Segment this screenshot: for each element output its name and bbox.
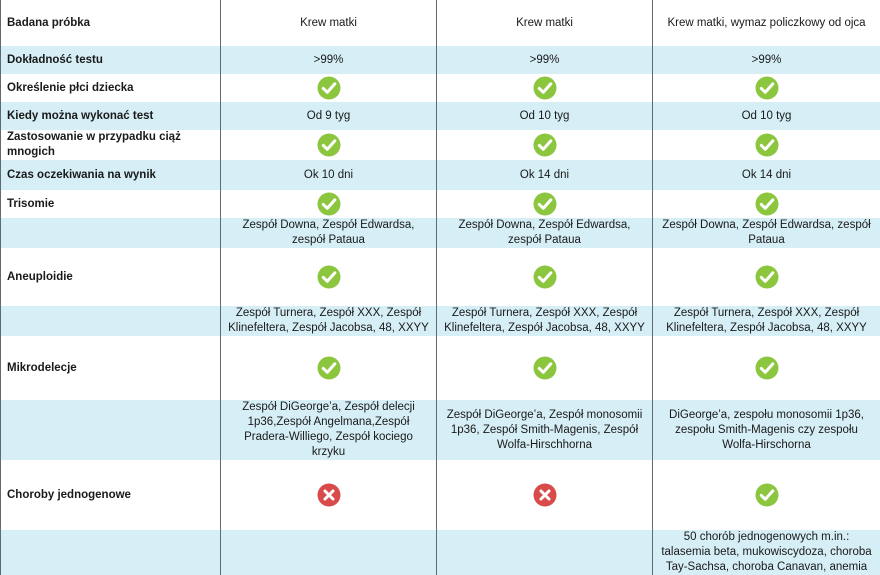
mark-cell bbox=[221, 336, 437, 400]
mark-cell bbox=[653, 190, 880, 218]
mark-cell bbox=[221, 460, 437, 530]
mark-cell bbox=[437, 460, 653, 530]
cell-text: Ok 10 dni bbox=[227, 168, 430, 183]
mark-cell bbox=[653, 336, 880, 400]
check-icon bbox=[533, 265, 557, 289]
cell-text: Zespół Turnera, Zespół XXX, Zespół Klinefeltera, Zespół Jacobsa, 48, XXYY bbox=[227, 306, 430, 336]
value-cell bbox=[653, 306, 880, 336]
cross-icon bbox=[317, 483, 341, 507]
value-cell bbox=[653, 218, 880, 248]
value-cell bbox=[221, 102, 437, 130]
mark-cell bbox=[653, 130, 880, 160]
cell-text: Zespół Turnera, Zespół XXX, Zespół Klinefeltera, Zespół Jacobsa, 48, XXYY bbox=[659, 306, 874, 336]
cell-text: >99% bbox=[659, 53, 874, 68]
value-cell bbox=[221, 160, 437, 190]
value-cell bbox=[653, 530, 880, 575]
table-row bbox=[1, 130, 880, 160]
table-row bbox=[1, 102, 880, 130]
value-cell bbox=[653, 102, 880, 130]
row-label: Zastosowanie w przypadku ciąż mnogich bbox=[1, 130, 221, 160]
mark-cell bbox=[653, 74, 880, 102]
value-cell bbox=[653, 160, 880, 190]
check-icon bbox=[755, 133, 779, 157]
check-icon bbox=[755, 265, 779, 289]
row-label: Mikrodelecje bbox=[1, 336, 221, 400]
cell-text: >99% bbox=[227, 53, 430, 68]
value-cell bbox=[221, 218, 437, 248]
value-cell bbox=[221, 46, 437, 74]
header-label: Badana próbka bbox=[1, 0, 221, 46]
mark-cell bbox=[437, 336, 653, 400]
mark-cell bbox=[437, 74, 653, 102]
column-header: Krew matki bbox=[437, 0, 653, 46]
table-row bbox=[1, 336, 880, 400]
value-cell bbox=[221, 400, 437, 460]
mark-cell bbox=[221, 74, 437, 102]
table-row bbox=[1, 460, 880, 530]
row-label bbox=[1, 218, 221, 248]
check-icon bbox=[533, 76, 557, 100]
comparison-table-body bbox=[1, 0, 880, 575]
table-row bbox=[1, 46, 880, 74]
table-row bbox=[1, 190, 880, 218]
value-cell bbox=[437, 400, 653, 460]
check-icon bbox=[755, 192, 779, 216]
value-cell bbox=[653, 400, 880, 460]
cross-icon bbox=[533, 483, 557, 507]
value-cell bbox=[437, 46, 653, 74]
check-icon bbox=[317, 76, 341, 100]
table-row bbox=[1, 306, 880, 336]
mark-cell bbox=[221, 248, 437, 306]
cell-text: Zespół Downa, Zespół Edwardsa, zespół Pataua bbox=[443, 218, 646, 248]
cell-text: >99% bbox=[443, 53, 646, 68]
table-row bbox=[1, 160, 880, 190]
table-row bbox=[1, 400, 880, 460]
mark-cell bbox=[221, 130, 437, 160]
cell-text: Zespół Downa, Zespół Edwardsa, zespół Pataua bbox=[659, 218, 874, 248]
value-cell bbox=[437, 530, 653, 575]
mark-cell bbox=[653, 248, 880, 306]
column-header: Krew matki, wymaz policzkowy od ojca bbox=[653, 0, 880, 46]
value-cell bbox=[221, 306, 437, 336]
check-icon bbox=[317, 133, 341, 157]
value-cell bbox=[437, 306, 653, 336]
cell-text: Zespół Downa, Zespół Edwardsa, zespół Pataua bbox=[227, 218, 430, 248]
value-cell bbox=[437, 218, 653, 248]
cell-text: DiGeorge’a, zespołu monosomii 1p36, zespołu Smith-Magenis czy zespołu Wolfa-Hirschorna bbox=[659, 408, 874, 453]
check-icon bbox=[533, 356, 557, 380]
table-header-row bbox=[1, 0, 880, 46]
table-row bbox=[1, 74, 880, 102]
cell-text: Od 10 tyg bbox=[659, 109, 874, 124]
check-icon bbox=[755, 483, 779, 507]
row-label: Aneuploidie bbox=[1, 248, 221, 306]
mark-cell bbox=[437, 130, 653, 160]
cell-text: Zespół Turnera, Zespół XXX, Zespół Klinefeltera, Zespół Jacobsa, 48, XXYY bbox=[443, 306, 646, 336]
mark-cell bbox=[221, 190, 437, 218]
row-label bbox=[1, 400, 221, 460]
table-row bbox=[1, 218, 880, 248]
row-label: Określenie płci dziecka bbox=[1, 74, 221, 102]
row-label: Trisomie bbox=[1, 190, 221, 218]
cell-text: Zespół DiGeorge’a, Zespół delecji 1p36,Zespół Angelmana,Zespół Pradera-Williego, Zespół kociego krzyku bbox=[227, 400, 430, 460]
mark-cell bbox=[437, 248, 653, 306]
cell-text: Ok 14 dni bbox=[659, 168, 874, 183]
check-icon bbox=[755, 76, 779, 100]
row-label: Choroby jednogenowe bbox=[1, 460, 221, 530]
check-icon bbox=[317, 265, 341, 289]
table-row bbox=[1, 530, 880, 575]
mark-cell bbox=[653, 460, 880, 530]
value-cell bbox=[437, 160, 653, 190]
row-label: Kiedy można wykonać test bbox=[1, 102, 221, 130]
check-icon bbox=[317, 356, 341, 380]
row-label bbox=[1, 306, 221, 336]
cell-text: Zespół DiGeorge’a, Zespół monosomii 1p36, Zespół Smith-Magenis, Zespół Wolfa-Hirschhorna bbox=[443, 408, 646, 453]
table-row bbox=[1, 248, 880, 306]
row-label bbox=[1, 530, 221, 575]
row-label: Dokładność testu bbox=[1, 46, 221, 74]
mark-cell bbox=[437, 190, 653, 218]
check-icon bbox=[755, 356, 779, 380]
row-label: Czas oczekiwania na wynik bbox=[1, 160, 221, 190]
check-icon bbox=[317, 192, 341, 216]
cell-text: 50 chorób jednogenowych m.in.: talasemia beta, mukowiscydoza, choroba Tay-Sachsa, choroba Canavan, anemia bbox=[659, 530, 874, 575]
cell-text: Od 10 tyg bbox=[443, 109, 646, 124]
value-cell bbox=[437, 102, 653, 130]
column-header: Krew matki bbox=[221, 0, 437, 46]
cell-text: Od 9 tyg bbox=[227, 109, 430, 124]
check-icon bbox=[533, 133, 557, 157]
value-cell bbox=[653, 46, 880, 74]
check-icon bbox=[533, 192, 557, 216]
value-cell bbox=[221, 530, 437, 575]
cell-text: Ok 14 dni bbox=[443, 168, 646, 183]
